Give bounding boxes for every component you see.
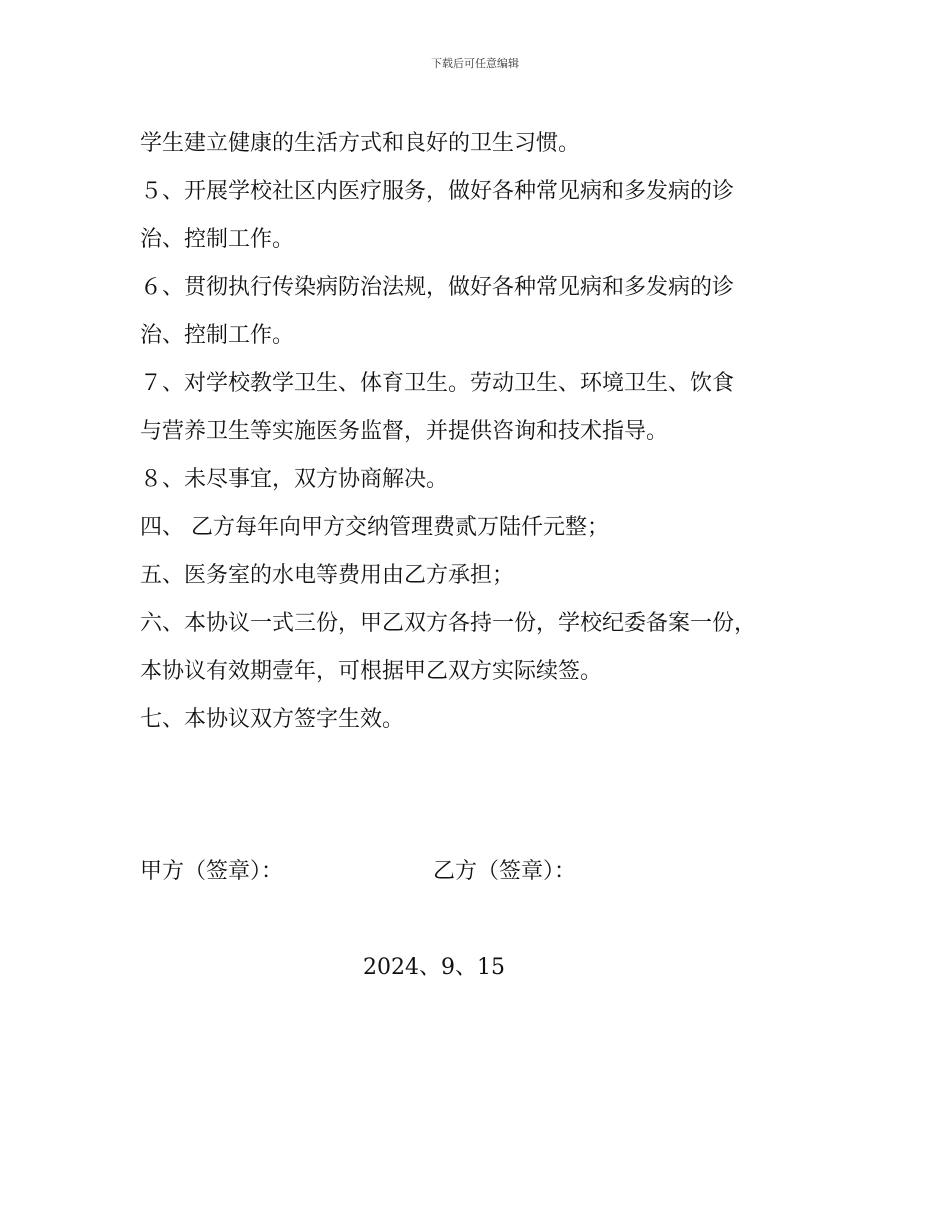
body-line: 七、本协议双方签字生效。 [140,707,405,732]
body-line: 五、医务室的水电等费用由乙方承担； [140,563,515,588]
body-line: 与营养卫生等实施医务监督，并提供咨询和技术指导。 [140,419,669,444]
body-line: 治、控制工作。 [140,227,295,252]
party-a-signature-label: 甲方（签章）： [140,859,284,884]
body-line: ５、开展学校社区内医疗服务，做好各种常见病和多发病的诊 [140,179,735,204]
body-line: ８、未尽事宜，双方协商解决。 [140,467,449,492]
signature-block [140,848,840,896]
page-header: 下载后可任意编辑 [431,57,519,70]
body-line: 本协议有效期壹年，可根据甲乙双方实际续签。 [140,659,603,684]
signing-date: 2024、9、15 [363,955,505,980]
body-line: 治、控制工作。 [140,323,295,348]
body-line: ６、贯彻执行传染病防治法规，做好各种常见病和多发病的诊 [140,275,735,300]
body-line: ７、对学校教学卫生、体育卫生。劳动卫生、环境卫生、饮食 [140,371,735,396]
agreement-body [140,120,840,744]
body-line: 学生建立健康的生活方式和良好的卫生习惯。 [140,131,581,156]
body-line: 四、 乙方每年向甲方交纳管理费贰万陆仟元整； [140,515,609,540]
party-b-signature-label: 乙方（签章）： [433,859,577,884]
body-line: 六、本协议一式三份，甲乙双方各持一份，学校纪委备案一份， [140,611,757,636]
